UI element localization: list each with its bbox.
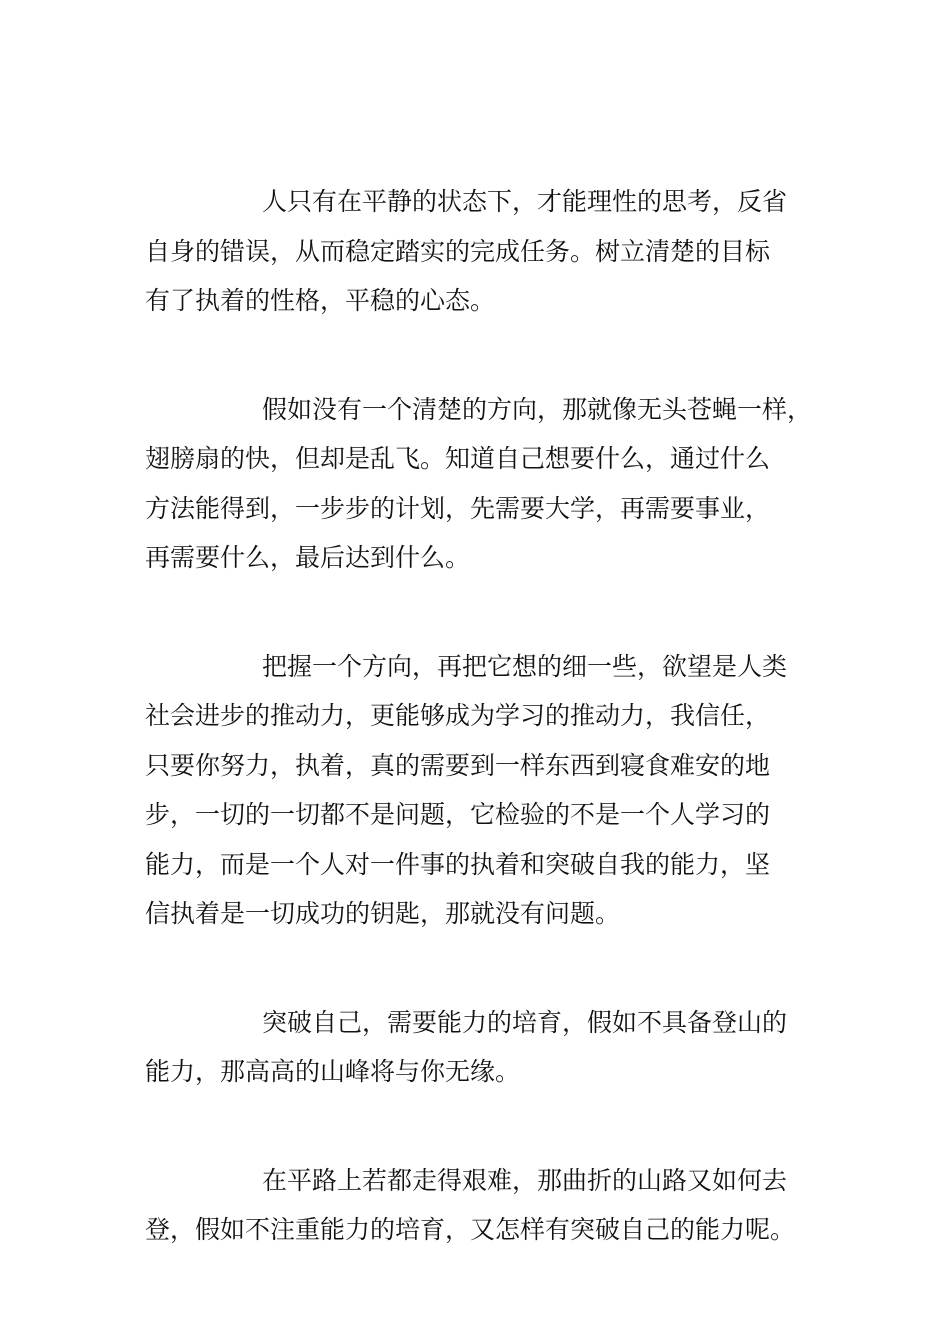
paragraph-line: 只要你努力，执着，真的需要到一样东西到寝食难安的地 bbox=[145, 750, 771, 780]
paragraph-3 bbox=[145, 642, 825, 939]
paragraph-line: 人只有在平静的状态下，才能理性的思考，反省 bbox=[262, 187, 788, 216]
paragraph-line: 登，假如不注重能力的培育，又怎样有突破自己的能力呢。 bbox=[145, 1215, 796, 1244]
paragraph-5 bbox=[145, 1156, 825, 1255]
paragraph-1 bbox=[145, 177, 825, 326]
paragraph-line: 信执着是一切成功的钥匙，那就没有问题。 bbox=[145, 899, 621, 928]
document-body bbox=[145, 177, 825, 1314]
paragraph-line: 能力，那高高的山峰将与你无缘。 bbox=[145, 1057, 521, 1086]
paragraph-line: 翅膀扇的快，但却是乱飞。知道自己想要什么，通过什么 bbox=[145, 444, 771, 473]
paragraph-line: 方法能得到，一步步的计划，先需要大学，再需要事业， bbox=[145, 493, 771, 523]
paragraph-line: 把握一个方向，再把它想的细一些，欲望是人类 bbox=[262, 651, 788, 681]
paragraph-line: 社会进步的推动力，更能够成为学习的推动力，我信任， bbox=[145, 701, 771, 730]
paragraph-line: 步，一切的一切都不是问题，它检验的不是一个人学习的 bbox=[145, 800, 771, 829]
paragraph-line: 假如没有一个清楚的方向，那就像无头苍蝇一样， bbox=[262, 394, 813, 424]
paragraph-line: 突破自己，需要能力的培育，假如不具备登山的 bbox=[262, 1007, 788, 1037]
paragraph-line: 在平路上若都走得艰难，那曲折的山路又如何去 bbox=[262, 1165, 788, 1195]
paragraph-line: 有了执着的性格，平稳的心态。 bbox=[145, 286, 496, 315]
paragraph-4 bbox=[145, 998, 825, 1097]
paragraph-line: 能力，而是一个人对一件事的执着和突破自我的能力，坚 bbox=[145, 849, 771, 879]
paragraph-line: 再需要什么，最后达到什么。 bbox=[145, 543, 471, 572]
paragraph-line: 自身的错误，从而稳定踏实的完成任务。树立清楚的目标 bbox=[145, 236, 771, 266]
paragraph-2 bbox=[145, 385, 825, 583]
